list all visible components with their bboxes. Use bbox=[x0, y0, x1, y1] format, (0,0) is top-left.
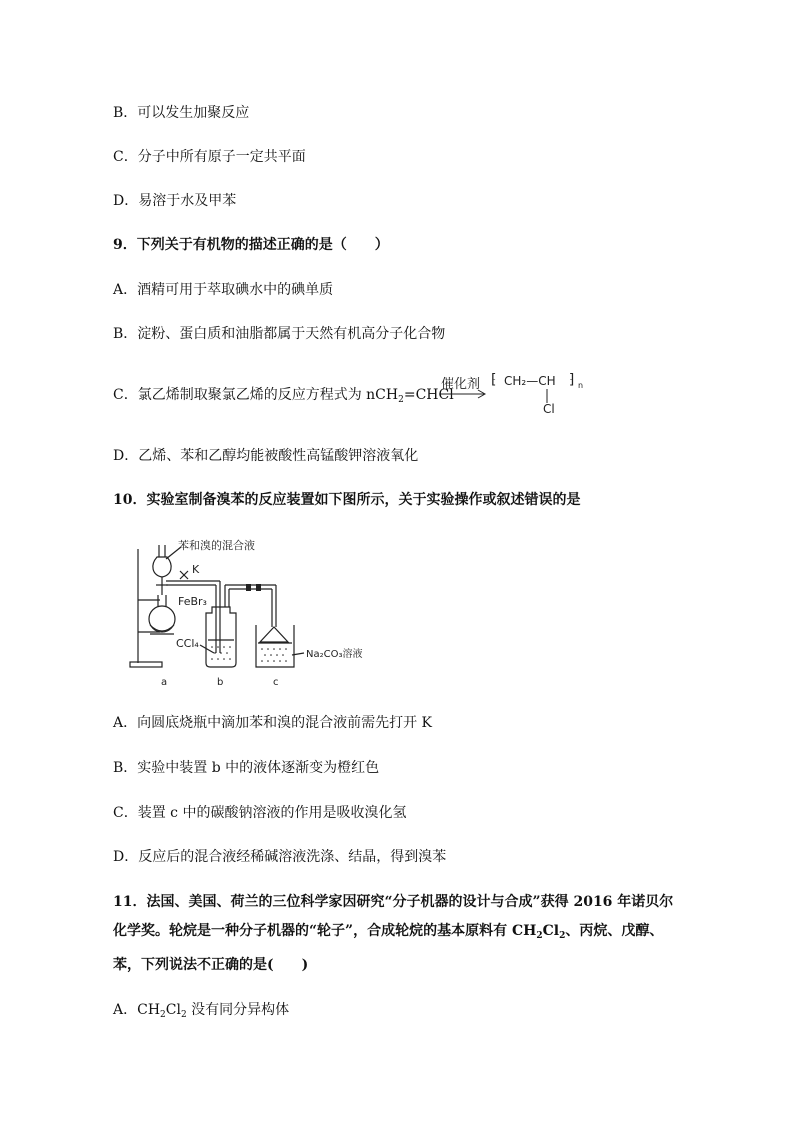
label-febr3: FeBr₃ bbox=[178, 595, 207, 608]
polymer-n: n bbox=[578, 381, 584, 390]
q10-option-b: B．实验中装置 b 中的液体逐渐变为橙红色 bbox=[113, 760, 380, 776]
q9-option-b: B．淀粉、蛋白质和油脂都属于天然有机高分子化合物 bbox=[113, 326, 446, 342]
q10-option-d: D．反应后的混合液经稀碱溶液洗涤、结晶，得到溴苯 bbox=[113, 849, 447, 865]
polymer-cl: Cl bbox=[543, 402, 555, 416]
label-na2co3: Na₂CO₃溶液 bbox=[306, 649, 363, 660]
q8-option-c: C．分子中所有原子一定共平面 bbox=[113, 149, 306, 165]
q9-stem: 9．下列关于有机物的描述正确的是（ ） bbox=[113, 237, 389, 253]
q11-option-a-mid: Cl bbox=[165, 1002, 181, 1018]
q11-stem-sub2: 2 bbox=[559, 931, 566, 941]
q9-option-c-prefix: C．氯乙烯制取聚氯乙烯的反应方程式为 nCH bbox=[113, 387, 399, 403]
q10-option-c: C．装置 c 中的碳酸钠溶液的作用是吸收溴化氢 bbox=[113, 805, 407, 821]
q11-option-a-suffix: 没有同分异构体 bbox=[186, 1002, 290, 1018]
q8-option-b: B．可以发生加聚反应 bbox=[113, 105, 250, 121]
reaction-arrow bbox=[438, 388, 490, 400]
q10-option-a: A．向圆底烧瓶中滴加苯和溴的混合液前需先打开 K bbox=[113, 715, 433, 731]
polymer-bond bbox=[544, 389, 550, 403]
q11-stem bbox=[113, 888, 683, 980]
label-a: a bbox=[161, 677, 168, 688]
q9-option-a: A．酒精可用于萃取碘水中的碘单质 bbox=[113, 282, 334, 298]
polymer-unit: CH₂—CH bbox=[504, 374, 556, 388]
label-b: b bbox=[217, 677, 224, 688]
label-mixture: 苯和溴的混合液 bbox=[178, 539, 255, 552]
stopcock-k bbox=[180, 571, 188, 579]
q10-stem: 10．实验室制备溴苯的反应装置如下图所示，关于实验操作或叙述错误的是 bbox=[113, 492, 581, 508]
q11-option-a-sub2: 2 bbox=[180, 1010, 187, 1020]
apparatus-figure bbox=[128, 535, 388, 690]
q11-option-a-sub1: 2 bbox=[160, 1010, 166, 1020]
q9-option-c bbox=[113, 386, 454, 409]
q11-stem-part3: 、丙烷、戊醇、苯，下列说法不正确的是( ) bbox=[113, 923, 664, 973]
q11-option-a-prefix: A．CH bbox=[113, 1002, 161, 1018]
q9-option-c-sub: 2 bbox=[398, 395, 404, 405]
polymer-bracket-right: ⁆ bbox=[569, 372, 575, 388]
polymer-bracket-left: ⁅ bbox=[491, 372, 497, 388]
catalyst-label: 催化剂 bbox=[441, 377, 481, 392]
label-k: K bbox=[192, 563, 200, 576]
q11-stem-part1: 11．法国、美国、荷兰的三位科学家因研究“分子机器的设计与合成”获得 2016 年诺贝尔化学奖。轮烷是一种分子机器的“轮子”，合成轮烷的基本原料有 CH bbox=[113, 894, 674, 939]
q8-option-d: D．易溶于水及甲苯 bbox=[113, 193, 237, 209]
q11-option-a bbox=[113, 1001, 289, 1024]
q9-option-c-suffix: =CHCl bbox=[403, 387, 454, 403]
q11-stem-sub1: 2 bbox=[536, 931, 543, 941]
q11-stem-part2: Cl bbox=[542, 923, 560, 939]
label-ccl4: CCl₄ bbox=[176, 637, 199, 650]
label-c: c bbox=[273, 677, 279, 688]
q9-option-d: D．乙烯、苯和乙醇均能被酸性高锰酸钾溶液氧化 bbox=[113, 448, 419, 464]
